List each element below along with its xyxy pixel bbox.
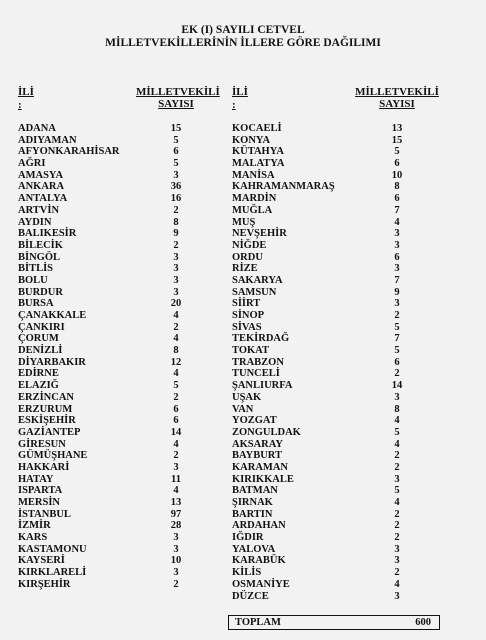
deputy-count: 3 — [394, 298, 400, 310]
province-row — [18, 462, 218, 474]
province-row — [232, 520, 452, 532]
province-row — [18, 579, 218, 591]
province-row — [18, 298, 218, 310]
province-name: ANTALYA — [18, 193, 68, 205]
province-name: TOKAT — [232, 345, 269, 357]
province-name: KARS — [18, 532, 48, 544]
deputy-count: 3 — [173, 543, 179, 555]
province-name: ARTVİN — [18, 204, 60, 216]
province-name: NEVŞEHİR — [232, 228, 287, 240]
province-row — [18, 474, 218, 486]
deputy-count: 28 — [170, 520, 182, 532]
province-name: ADIYAMAN — [18, 134, 77, 146]
province-name: İSTANBUL — [18, 508, 71, 520]
title-line-1: EK (I) SAYILI CETVEL — [181, 24, 305, 36]
deputy-count: 13 — [170, 497, 182, 508]
province-name: ZONGULDAK — [232, 426, 301, 438]
province-row — [18, 205, 218, 217]
deputy-count: 4 — [173, 368, 179, 380]
province-row — [232, 298, 452, 310]
deputy-count: 6 — [173, 403, 179, 415]
province-name: MARDİN — [232, 193, 277, 205]
province-row — [18, 123, 218, 135]
province-row — [18, 240, 218, 252]
province-row — [232, 123, 452, 135]
deputy-count: 2 — [394, 508, 400, 520]
deputy-count: 8 — [394, 181, 400, 193]
deputy-count: 3 — [173, 286, 179, 298]
deputy-count: 8 — [394, 403, 400, 415]
deputy-count: 4 — [394, 497, 400, 508]
province-row — [232, 462, 452, 474]
deputy-count: 5 — [173, 158, 179, 170]
deputy-count: 16 — [170, 193, 182, 205]
province-row — [18, 158, 218, 170]
deputy-count: 5 — [394, 426, 400, 438]
province-name: ÇANKIRI — [18, 321, 65, 333]
province-row — [18, 322, 218, 334]
province-row — [232, 181, 452, 193]
deputy-count: 3 — [394, 543, 400, 555]
deputy-count: 9 — [394, 286, 400, 298]
deputy-count: 2 — [173, 321, 179, 333]
deputy-count: 3 — [173, 169, 179, 181]
province-name: KAYSERİ — [18, 555, 65, 567]
deputy-count: 3 — [173, 263, 179, 275]
province-name: KARABÜK — [232, 555, 286, 567]
province-name: KİLİS — [232, 567, 262, 579]
deputy-count: 6 — [394, 251, 400, 263]
province-row — [232, 392, 452, 404]
province-name: KAHRAMANMARAŞ — [232, 181, 335, 193]
province-row — [232, 135, 452, 147]
province-name: BARTIN — [232, 508, 273, 520]
province-row — [18, 415, 218, 427]
deputy-count: 3 — [394, 263, 400, 275]
deputy-count: 2 — [173, 578, 179, 590]
deputy-count: 6 — [394, 356, 400, 368]
header-sayisi-2: SAYISI — [379, 98, 415, 110]
province-row — [232, 567, 452, 579]
province-row — [232, 450, 452, 462]
province-name: YOZGAT — [232, 415, 277, 427]
province-row — [18, 555, 218, 567]
province-row — [18, 392, 218, 404]
province-name: MANİSA — [232, 169, 275, 181]
deputy-count: 8 — [173, 345, 179, 357]
deputy-count: 5 — [394, 321, 400, 333]
province-row — [232, 345, 452, 357]
province-name: HAKKARİ — [18, 461, 70, 473]
deputy-count: 5 — [394, 345, 400, 357]
province-name: BURDUR — [18, 286, 63, 298]
province-name: ADANA — [18, 123, 56, 134]
total-box — [228, 615, 440, 630]
province-row — [18, 333, 218, 345]
province-name: BİTLİS — [18, 263, 54, 275]
province-row — [232, 485, 452, 497]
province-name: ANKARA — [18, 181, 65, 193]
province-name: KIRIKKALE — [232, 473, 294, 485]
deputy-count: 4 — [394, 216, 400, 228]
header-sayisi-2: SAYISI — [158, 98, 194, 110]
province-row — [232, 252, 452, 264]
province-row — [18, 485, 218, 497]
province-name: ŞIRNAK — [232, 497, 273, 508]
deputy-count: 4 — [173, 310, 179, 321]
province-row — [232, 415, 452, 427]
document-title — [0, 24, 486, 50]
deputy-count: 2 — [173, 239, 179, 251]
province-row — [232, 404, 452, 416]
deputy-count: 6 — [394, 158, 400, 170]
province-row — [18, 275, 218, 287]
province-name: DENİZLİ — [18, 345, 63, 357]
deputy-count: 3 — [394, 555, 400, 567]
province-row — [18, 427, 218, 439]
province-name: ÇANAKKALE — [18, 310, 87, 321]
left-province-list — [18, 123, 218, 591]
province-name: ERZİNCAN — [18, 391, 75, 403]
deputy-count: 5 — [394, 485, 400, 497]
deputy-count: 3 — [173, 251, 179, 263]
deputy-count: 15 — [391, 134, 403, 146]
province-name: BURSA — [18, 298, 54, 310]
province-name: BAYBURT — [232, 450, 283, 462]
province-name: BİNGÖL — [18, 251, 61, 263]
deputy-count: 7 — [394, 274, 400, 286]
deputy-count: 13 — [391, 123, 403, 134]
deputy-count: 2 — [394, 520, 400, 532]
deputy-count: 15 — [170, 123, 182, 134]
province-row — [18, 404, 218, 416]
header-il: İLİ — [232, 86, 248, 98]
province-name: SAMSUN — [232, 286, 277, 298]
province-row — [18, 567, 218, 579]
province-row — [232, 532, 452, 544]
province-row — [232, 474, 452, 486]
province-name: AĞRI — [18, 158, 46, 170]
province-row — [232, 333, 452, 345]
deputy-count: 2 — [394, 450, 400, 462]
province-name: İZMİR — [18, 520, 51, 532]
province-row — [232, 509, 452, 521]
province-name: GÜMÜŞHANE — [18, 450, 88, 462]
province-name: KÜTAHYA — [232, 146, 284, 158]
province-name: SİİRT — [232, 298, 261, 310]
province-name: AYDIN — [18, 216, 52, 228]
province-name: ARDAHAN — [232, 520, 286, 532]
province-name: MERSİN — [18, 497, 61, 508]
deputy-count: 5 — [173, 380, 179, 392]
province-row — [18, 520, 218, 532]
province-row — [232, 228, 452, 240]
province-row — [232, 205, 452, 217]
province-row — [18, 345, 218, 357]
deputy-count: 4 — [173, 485, 179, 497]
province-row — [232, 240, 452, 252]
province-row — [18, 146, 218, 158]
deputy-count: 2 — [394, 461, 400, 473]
province-row — [18, 509, 218, 521]
province-row — [232, 170, 452, 182]
province-row — [18, 252, 218, 264]
province-row — [18, 228, 218, 240]
deputy-count: 3 — [173, 461, 179, 473]
province-name: YALOVA — [232, 543, 276, 555]
deputy-count: 10 — [391, 169, 403, 181]
province-name: KONYA — [232, 134, 271, 146]
province-name: MUŞ — [232, 216, 256, 228]
province-name: ÇORUM — [18, 333, 59, 345]
deputy-count: 12 — [170, 356, 182, 368]
province-name: DİYARBAKIR — [18, 356, 86, 368]
deputy-count: 5 — [394, 146, 400, 158]
deputy-count: 4 — [173, 333, 179, 345]
header-il-colon: : — [232, 99, 236, 111]
header-il: İLİ — [18, 86, 34, 98]
province-name: AKSARAY — [232, 438, 283, 450]
deputy-count: 2 — [394, 567, 400, 579]
province-row — [232, 193, 452, 205]
deputy-count: 2 — [394, 368, 400, 380]
province-name: RİZE — [232, 263, 258, 275]
province-name: KASTAMONU — [18, 543, 87, 555]
right-province-list — [232, 123, 452, 602]
province-name: UŞAK — [232, 391, 262, 403]
header-il-colon: : — [18, 99, 22, 111]
province-row — [18, 380, 218, 392]
province-name: ELAZIĞ — [18, 380, 59, 392]
deputy-count: 11 — [171, 473, 181, 485]
province-row — [232, 357, 452, 369]
province-row — [232, 275, 452, 287]
province-name: OSMANİYE — [232, 578, 290, 590]
province-name: BİLECİK — [18, 239, 63, 251]
province-row — [232, 380, 452, 392]
province-name: TEKİRDAĞ — [232, 333, 290, 345]
province-name: HATAY — [18, 473, 54, 485]
province-name: EDİRNE — [18, 368, 59, 380]
province-row — [232, 591, 452, 603]
deputy-count: 3 — [173, 567, 179, 579]
province-name: ESKİŞEHİR — [18, 415, 76, 427]
deputy-count: 3 — [173, 274, 179, 286]
deputy-count: 4 — [394, 438, 400, 450]
province-row — [232, 544, 452, 556]
province-row — [232, 427, 452, 439]
province-row — [232, 217, 452, 229]
province-row — [18, 439, 218, 451]
province-row — [232, 310, 452, 322]
province-row — [232, 322, 452, 334]
deputy-count: 36 — [170, 181, 182, 193]
province-name: SİVAS — [232, 321, 262, 333]
province-name: BATMAN — [232, 485, 278, 497]
province-name: BALIKESİR — [18, 228, 77, 240]
deputy-count: 20 — [170, 298, 182, 310]
province-row — [232, 146, 452, 158]
deputy-count: 2 — [394, 532, 400, 544]
header-sayisi-1: MİLLETVEKİLİ — [355, 86, 439, 98]
province-name: KARAMAN — [232, 461, 288, 473]
deputy-count: 4 — [394, 578, 400, 590]
province-name: SAKARYA — [232, 274, 283, 286]
deputy-count: 5 — [173, 134, 179, 146]
deputy-count: 2 — [173, 391, 179, 403]
province-name: KOCAELİ — [232, 123, 282, 134]
province-row — [18, 181, 218, 193]
province-name: ORDU — [232, 251, 263, 263]
title-line-2: MİLLETVEKİLLERİNİN İLLERE GÖRE DAĞILIMI — [105, 37, 381, 49]
province-row — [18, 450, 218, 462]
province-name: MUĞLA — [232, 204, 273, 216]
province-name: BOLU — [18, 274, 48, 286]
province-row — [232, 368, 452, 380]
province-row — [18, 193, 218, 205]
deputy-count: 8 — [173, 216, 179, 228]
province-row — [232, 497, 452, 509]
province-row — [232, 555, 452, 567]
province-row — [18, 217, 218, 229]
province-name: SİNOP — [232, 310, 265, 321]
province-name: GİRESUN — [18, 438, 66, 450]
deputy-count: 2 — [394, 310, 400, 321]
province-row — [18, 532, 218, 544]
province-row — [18, 310, 218, 322]
deputy-count: 6 — [173, 415, 179, 427]
province-row — [18, 368, 218, 380]
deputy-count: 2 — [173, 204, 179, 216]
province-row — [18, 263, 218, 275]
province-row — [232, 287, 452, 299]
province-name: NİĞDE — [232, 239, 267, 251]
deputy-count: 10 — [170, 555, 182, 567]
header-sayisi-1: MİLLETVEKİLİ — [136, 86, 220, 98]
deputy-count: 6 — [173, 146, 179, 158]
total-label: TOPLAM — [235, 617, 281, 628]
deputy-count: 3 — [394, 228, 400, 240]
province-name: GAZİANTEP — [18, 426, 81, 438]
province-name: DÜZCE — [232, 590, 269, 602]
province-row — [18, 135, 218, 147]
deputy-count: 4 — [394, 415, 400, 427]
province-name: VAN — [232, 403, 254, 415]
province-row — [18, 497, 218, 509]
deputy-count: 14 — [391, 380, 403, 392]
deputy-count: 3 — [394, 473, 400, 485]
province-row — [232, 439, 452, 451]
deputy-count: 9 — [173, 228, 179, 240]
province-name: TUNCELİ — [232, 368, 280, 380]
province-name: ISPARTA — [18, 485, 63, 497]
deputy-count: 7 — [394, 204, 400, 216]
province-row — [18, 170, 218, 182]
deputy-count: 6 — [394, 193, 400, 205]
province-name: KIRKLARELİ — [18, 567, 87, 579]
deputy-count: 3 — [394, 239, 400, 251]
province-row — [18, 357, 218, 369]
deputy-count: 3 — [394, 590, 400, 602]
province-row — [232, 158, 452, 170]
province-row — [232, 579, 452, 591]
deputy-count: 4 — [173, 438, 179, 450]
total-value: 600 — [415, 617, 431, 628]
province-name: IĞDIR — [232, 532, 264, 544]
province-name: AMASYA — [18, 169, 64, 181]
province-name: ERZURUM — [18, 403, 73, 415]
deputy-count: 2 — [173, 450, 179, 462]
province-row — [18, 287, 218, 299]
province-name: ŞANLIURFA — [232, 380, 293, 392]
deputy-count: 14 — [170, 426, 182, 438]
province-name: AFYONKARAHİSAR — [18, 146, 120, 158]
province-name: TRABZON — [232, 356, 284, 368]
province-name: MALATYA — [232, 158, 285, 170]
province-name: KIRŞEHİR — [18, 578, 71, 590]
deputy-count: 97 — [170, 508, 182, 520]
province-row — [18, 544, 218, 556]
deputy-count: 3 — [394, 391, 400, 403]
province-row — [232, 263, 452, 275]
deputy-count: 7 — [394, 333, 400, 345]
deputy-count: 3 — [173, 532, 179, 544]
